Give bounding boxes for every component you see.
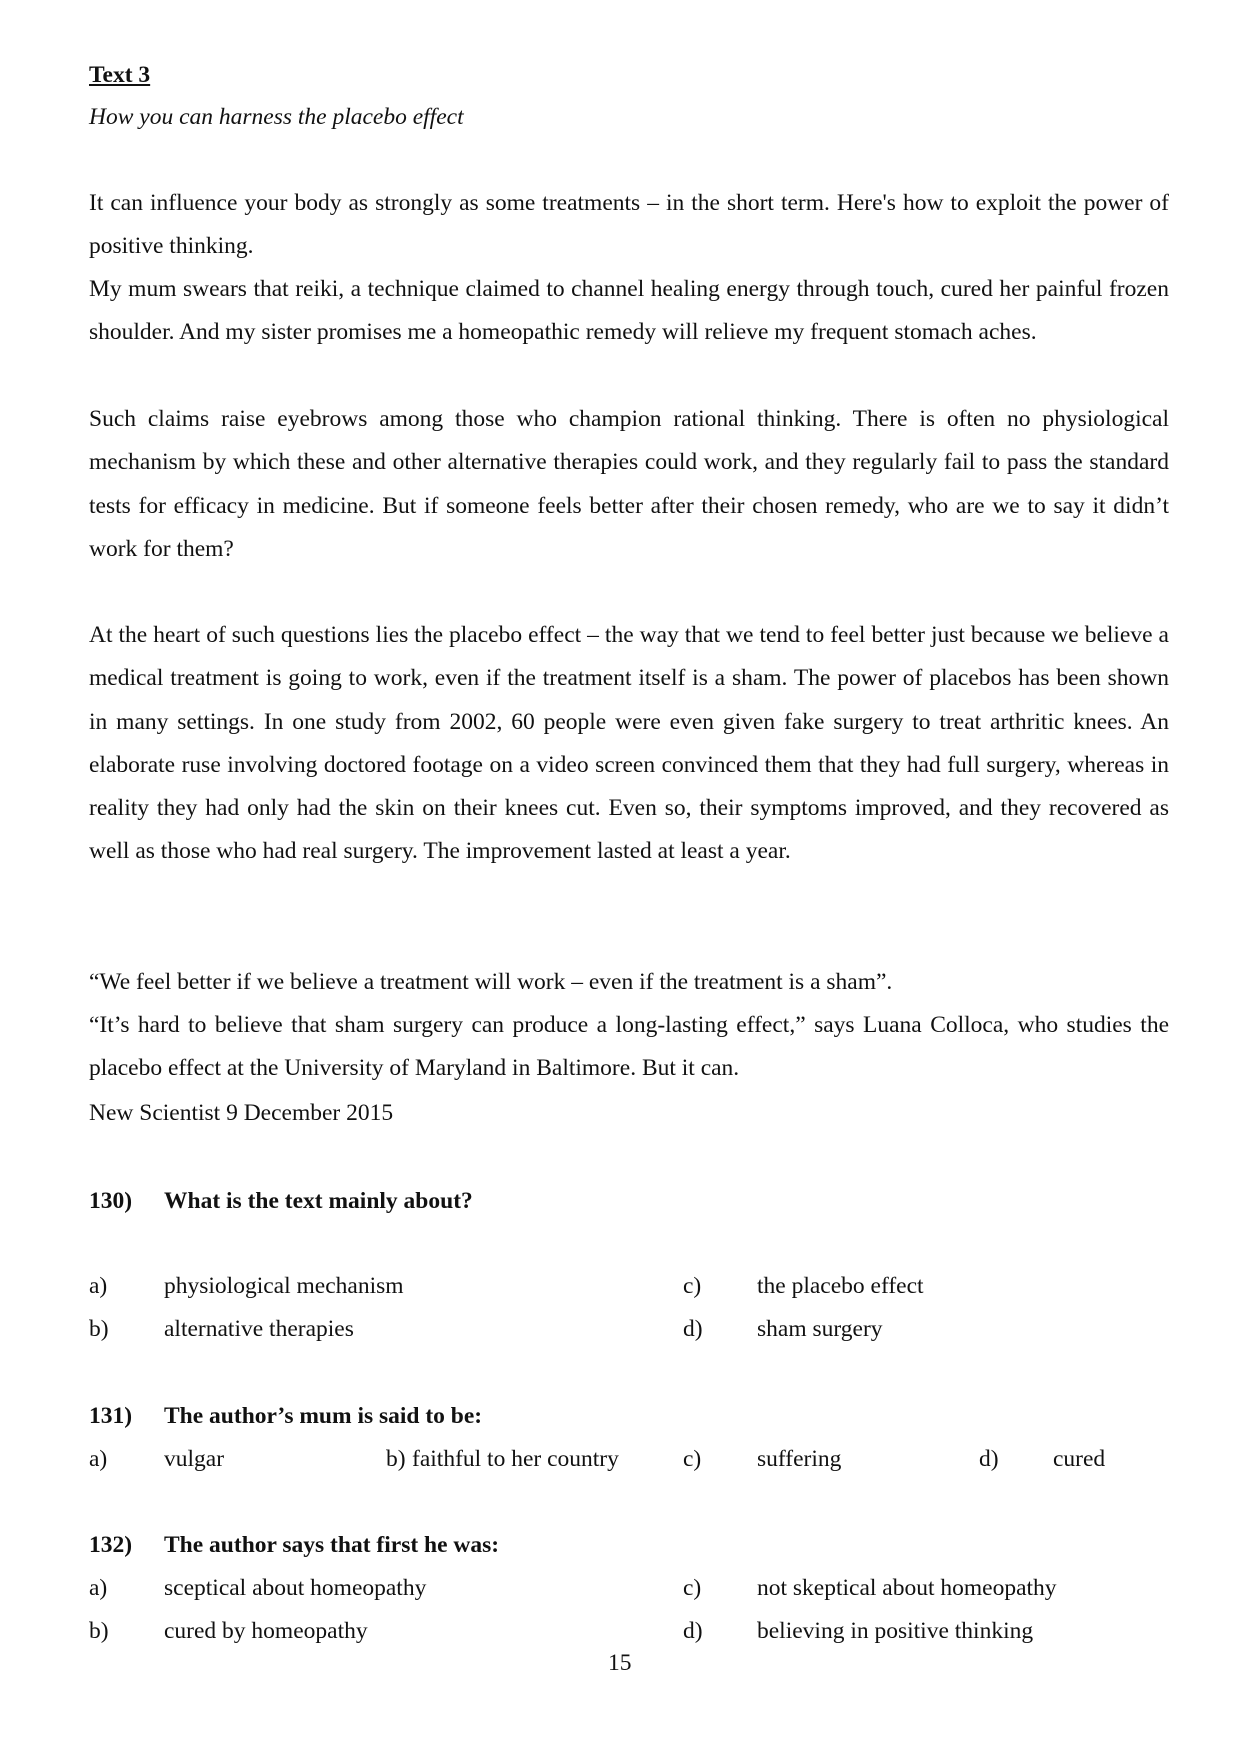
option-letter: a)	[89, 1575, 108, 1601]
paragraph-quote: “We feel better if we believe a treatment will work – even if the treatment is a sham”.	[89, 969, 893, 995]
question-number: 132)	[89, 1532, 133, 1558]
question-text: The author says that first he was:	[164, 1532, 500, 1558]
option-text: faithful to her country	[412, 1446, 619, 1472]
option-letter: c)	[683, 1446, 702, 1472]
option-letter: b)	[89, 1618, 109, 1644]
paragraph-colloca: “It’s hard to believe that sham surgery can produce a long-lasting effect,” says Luana Colloca, who studies the placebo effect at the University of Maryland in Baltimore. But it can.	[89, 1012, 1169, 1082]
option-letter: d)	[683, 1316, 703, 1342]
option-text: sceptical about homeopathy	[164, 1575, 427, 1601]
option-text: cured	[1053, 1446, 1106, 1472]
page-number: 15	[608, 1650, 632, 1676]
option-text: the placebo effect	[757, 1273, 924, 1299]
option-letter: a)	[89, 1273, 108, 1299]
option-text: not skeptical about homeopathy	[757, 1575, 1057, 1601]
option-letter: c)	[683, 1575, 702, 1601]
paragraph-claims: Such claims raise eyebrows among those who champion rational thinking. There is often no physiological mechanism by which these and other alternative therapies could work, and they regularly fail to pass the standard tests for efficacy in medicine. But if someone feels better after their chosen remedy, who are we to say it didn’t work for them?	[89, 406, 1169, 562]
text-heading: Text 3	[89, 62, 151, 88]
option-letter: d)	[979, 1446, 999, 1472]
option-text: sham surgery	[757, 1316, 883, 1342]
option-text: alternative therapies	[164, 1316, 354, 1342]
paragraph-mum: My mum swears that reiki, a technique claimed to channel healing energy through touch, cured her painful frozen shoulder. And my sister promises me a homeopathic remedy will relieve my frequent stomach aches.	[89, 276, 1169, 346]
question-number: 130)	[89, 1188, 133, 1214]
question-text: The author’s mum is said to be:	[164, 1403, 483, 1429]
option-text: vulgar	[164, 1446, 225, 1472]
option-text: suffering	[757, 1446, 842, 1472]
option-letter: b)	[89, 1316, 109, 1342]
article-subtitle: How you can harness the placebo effect	[89, 104, 464, 130]
option-letter: a)	[89, 1446, 108, 1472]
option-text: physiological mechanism	[164, 1273, 404, 1299]
option-letter: c)	[683, 1273, 702, 1299]
source-citation: New Scientist 9 December 2015	[89, 1100, 394, 1126]
option-letter: d)	[683, 1618, 703, 1644]
paragraph-placebo: At the heart of such questions lies the placebo effect – the way that we tend to feel better just because we believe a medical treatment is going to work, even if the treatment itself is a sham. The power of placebos has been shown in many settings. In one study from 2002, 60 people were even given fake surgery to treat arthritic knees. An elaborate ruse involving doctored footage on a video screen convinced them that they had full surgery, whereas in reality they had only had the skin on their knees cut. Even so, their symptoms improved, and they recovered as well as those who had real surgery. The improvement lasted at least a year.	[89, 622, 1169, 865]
option-text: believing in positive thinking	[757, 1618, 1034, 1644]
paragraph-intro: It can influence your body as strongly as some treatments – in the short term. Here's how to exploit the power of positive thinking.	[89, 190, 1169, 260]
question-text: What is the text mainly about?	[164, 1188, 473, 1214]
question-number: 131)	[89, 1403, 133, 1429]
option-text: cured by homeopathy	[164, 1618, 368, 1644]
option-letter-inline: b)	[386, 1446, 406, 1472]
